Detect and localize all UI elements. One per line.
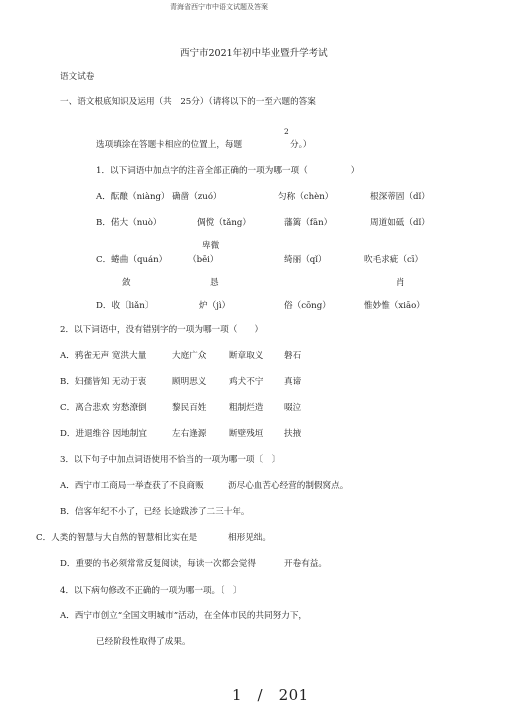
q1-option-b-3: 藩篱（fān） <box>284 218 333 228</box>
q1-option-c-4: 吹毛求疵（cī） <box>364 255 424 265</box>
q2-option-b-3: 鸡犬不宁 <box>229 377 264 387</box>
section-heading: 一、语文根底知识及运用（共 25分）（请将以下的一至六题的答案 <box>60 97 316 107</box>
q2-option-a-1: A．鸦雀无声 宽洪大量 <box>60 351 147 361</box>
q1-option-d-4: 惟妙惟（xiāo） <box>364 301 425 311</box>
q2-option-c-1: C．离合悲欢 穷愁潦倒 <box>60 403 147 413</box>
q3-option-d-1: D．重要的书必须常常反复阅读，每读一次都会觉得 <box>60 559 256 569</box>
q1-option-b-1: B．偌大（nuò） <box>96 218 162 228</box>
q1-c-under-2: 恳 <box>210 278 219 288</box>
q2-option-a-3: 断章取义 <box>229 351 264 361</box>
q1-c-under-3: 肖 <box>396 278 405 288</box>
instruction-text: 选项填涂在答题卡相应的位置上，每题 <box>96 140 243 150</box>
q2-option-d-3: 断壁残垣 <box>229 429 264 439</box>
q1-option-b-4: 周道如砥（dǐ） <box>370 218 430 228</box>
q1-option-a-1: A．酝酿（niàng） <box>96 192 170 202</box>
q2-option-b-2: 顾明思义 <box>172 377 207 387</box>
q1-option-a-2: 确凿（zuó） <box>172 192 222 202</box>
q3-option-d-2: 开卷有益。 <box>284 559 327 569</box>
q2-option-a-2: 大庭广众 <box>172 351 207 361</box>
q1-option-c-3: 绮丽（qǐ） <box>284 255 327 265</box>
score-superscript: 2 <box>284 127 289 136</box>
instruction-score: 分。） <box>290 140 312 150</box>
q1-option-d-2: 炉（jì） <box>199 301 231 311</box>
q2-option-a-4: 磐石 <box>284 351 302 361</box>
q4-option-a-cont: 已经阶段性取得了成果。 <box>96 637 191 647</box>
q4-option-a: A．西宁市创立“全国文明城市”活动，在全体市民的共同努力下， <box>60 611 308 621</box>
q1-c-under-1: 敛 <box>122 278 131 288</box>
q3-stem: 3．以下句子中加点词语使用不恰当的一项为哪一项〔 〕 <box>60 455 281 465</box>
q2-stem: 2．以下词语中，没有错别字的一项为哪一项（ ） <box>60 325 264 335</box>
q2-option-d-2: 左右逢源 <box>172 429 207 439</box>
q2-option-b-1: B．妇孺皆知 无动于衷 <box>60 377 147 387</box>
q3-option-a-2: 沥尽心血苦心经营的制假窝点。 <box>228 481 349 491</box>
q3-option-a-1: A．西宁市工商局一举查获了不良商贩 <box>60 481 204 491</box>
q1-option-d-3: 俗（cōng） <box>284 301 331 311</box>
q1-option-a-3: 匀称（chèn） <box>278 192 334 202</box>
q2-option-d-4: 扶掖 <box>284 429 302 439</box>
q2-option-d-1: D．进退维谷 因地制宜 <box>60 429 147 439</box>
exam-title: 西宁市2021年初中毕业暨升学考试 <box>180 48 328 59</box>
q1-option-c-2: （bēi） <box>188 255 219 265</box>
q3-option-b: B．信客年纪不小了，已经 长途跋涉了二三十年。 <box>60 507 250 517</box>
q2-option-c-2: 黎民百姓 <box>172 403 207 413</box>
page-header: 青海省西宁市中语文试题及答案 <box>170 3 268 11</box>
q2-option-c-3: 粗制烂造 <box>229 403 264 413</box>
q1-stem: 1．以下词语中加点字的注音全部正确的一项为哪一项（ ） <box>96 166 360 176</box>
q1-option-c-1: C．蜷曲（quán） <box>96 255 168 265</box>
q1-option-c-top: 卑微 <box>202 241 220 251</box>
q2-option-b-4: 真谛 <box>284 377 302 387</box>
q1-option-b-2: 倜傥（tǎng） <box>197 218 251 228</box>
q3-option-c-1: C．人类的智慧与大自然的智慧相比实在是 <box>36 533 198 543</box>
q3-option-c-2: 相形见绌。 <box>228 533 271 543</box>
q2-option-c-4: 啜泣 <box>284 403 302 413</box>
q1-option-a-4: 根深蒂固（dǐ） <box>370 192 430 202</box>
paper-name: 语文试卷 <box>60 72 95 82</box>
q4-stem: 4．以下病句修改不正确的一项为哪一项。〔 〕 <box>60 586 242 596</box>
q1-option-d-1: D．收〔liǎn〕 <box>96 301 154 311</box>
page-number: 1 / 201 <box>232 686 309 704</box>
